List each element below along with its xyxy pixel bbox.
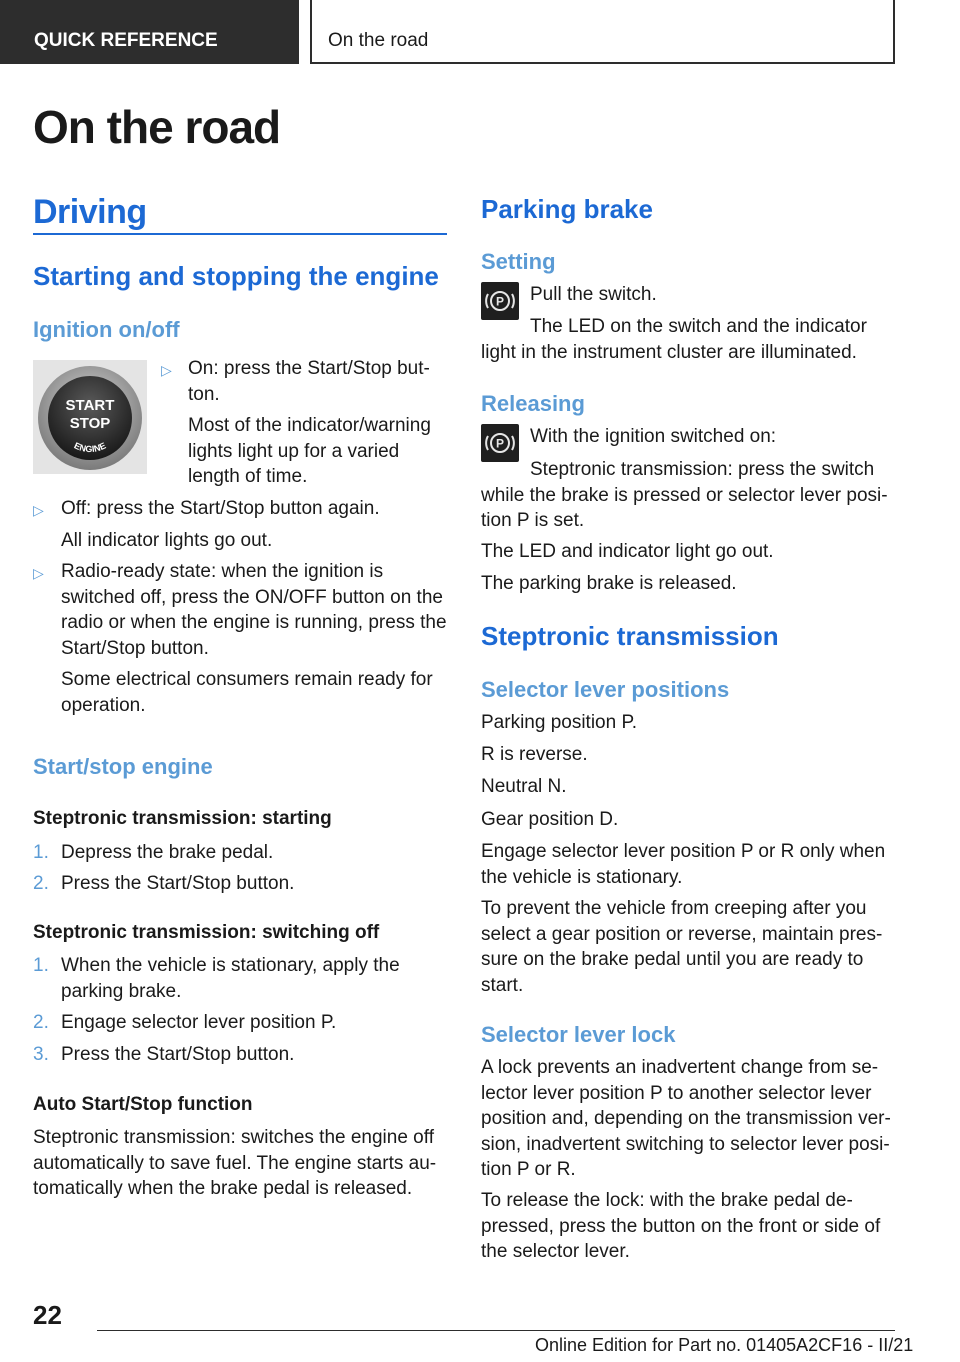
radio-ready-text: Radio-ready state: when the ignition is switched off, press the ON/OFF button on the radio or when the engine is running, press the Start/Stop button.	[61, 561, 447, 659]
bullet-triangle-icon: ▷	[33, 565, 44, 581]
step-number: 3.	[33, 1044, 49, 1065]
start-label: START	[65, 397, 115, 414]
starting-step-2: Press the Start/Stop button.	[61, 873, 295, 894]
heading-start-stop-engine: Start/stop engine	[33, 754, 213, 779]
positions-creep-text: To prevent the vehicle from creeping after you select a gear position or reverse, maintain pres-sure on the brake pedal until you are ready to start.	[481, 898, 883, 996]
position-d: Gear position D.	[481, 809, 619, 830]
releasing-step-4: The parking brake is released.	[481, 573, 737, 594]
section-tab	[0, 0, 299, 64]
position-n: Neutral N.	[481, 776, 567, 797]
heading-rule	[33, 233, 447, 235]
lock-text-2: To release the lock: with the brake pedal de-pressed, press the button on the front or side of the selector lever.	[481, 1190, 881, 1262]
heading-releasing: Releasing	[481, 391, 585, 416]
step-number: 2.	[33, 1012, 49, 1033]
section-tab-label: QUICK REFERENCE	[34, 30, 218, 51]
bullet-triangle-icon: ▷	[33, 502, 44, 518]
step-number: 2.	[33, 873, 49, 894]
heading-selector-lever-lock: Selector lever lock	[481, 1022, 676, 1047]
stop-label: STOP	[69, 415, 111, 432]
auto-start-stop-text: Steptronic transmission: switches the engine off automatically to save fuel. The engine starts au-tomatically when the brake pedal is released.	[33, 1127, 437, 1199]
heading-selector-lever-positions: Selector lever positions	[481, 677, 730, 702]
heading-steptronic-transmission: Steptronic transmission	[481, 621, 779, 651]
step-number: 1.	[33, 842, 49, 863]
heading-steptronic-switching-off: Steptronic transmission: switching off	[33, 922, 380, 943]
bullet-triangle-icon: ▷	[161, 362, 172, 378]
svg-text:P: P	[495, 294, 505, 309]
heading-auto-start-stop: Auto Start/Stop function	[33, 1094, 253, 1115]
releasing-step-1: With the ignition switched on:	[530, 426, 777, 447]
heading-driving: Driving	[33, 193, 147, 231]
step-number: 1.	[33, 955, 49, 976]
positions-engage-text: Engage selector lever position P or R only when the vehicle is stationary.	[481, 841, 886, 888]
heading-parking-brake: Parking brake	[481, 194, 653, 224]
page-number: 22	[33, 1300, 62, 1330]
releasing-step-3: The LED and indicator light go out.	[481, 541, 774, 562]
chapter-tab	[310, 0, 895, 64]
heading-setting: Setting	[481, 249, 556, 274]
page-title: On the road	[33, 101, 281, 153]
lock-text-1: A lock prevents an inadvertent change from se-lector lever position P to another selector lever position and, depending on the transmission ver-sion, inadvertent switching to selector lever posi-tion P or R.	[481, 1057, 891, 1180]
engine-label: ENGINE	[72, 440, 108, 455]
ignition-off-note: All indicator lights go out.	[61, 530, 273, 551]
start-stop-button-image	[33, 360, 147, 474]
off-step-2: Engage selector lever position P.	[61, 1012, 337, 1033]
starting-step-1: Depress the brake pedal.	[61, 842, 274, 863]
off-step-3: Press the Start/Stop button.	[61, 1044, 295, 1065]
releasing-step-2: Steptronic transmission: press the switch while the brake is pressed or selector lever posi-tion P is set.	[481, 459, 888, 531]
off-step-1: When the vehicle is stationary, apply the parking brake.	[61, 955, 400, 1002]
ignition-off-text: Off: press the Start/Stop button again.	[61, 498, 380, 519]
ignition-on-note: Most of the indicator/warning lights light up for a varied length of time.	[188, 415, 431, 487]
svg-text:P: P	[495, 436, 505, 451]
ignition-on-text: On: press the Start/Stop but-ton.	[188, 358, 430, 405]
position-p: Parking position P.	[481, 712, 637, 733]
radio-ready-note: Some electrical consumers remain ready for operation.	[61, 669, 433, 716]
heading-ignition: Ignition on/off	[33, 317, 180, 342]
footer-edition: Online Edition for Part no. 01405A2CF16 - II/21	[535, 1335, 914, 1355]
heading-starting-stopping: Starting and stopping the engine	[33, 261, 439, 291]
heading-steptronic-starting: Steptronic transmission: starting	[33, 808, 332, 829]
setting-step-1: Pull the switch.	[530, 284, 657, 305]
position-r: R is reverse.	[481, 744, 588, 765]
chapter-tab-label: On the road	[328, 30, 429, 51]
setting-step-2: The LED on the switch and the indicator light in the instrument cluster are illuminated.	[481, 316, 867, 363]
footer-rule	[97, 1330, 895, 1331]
